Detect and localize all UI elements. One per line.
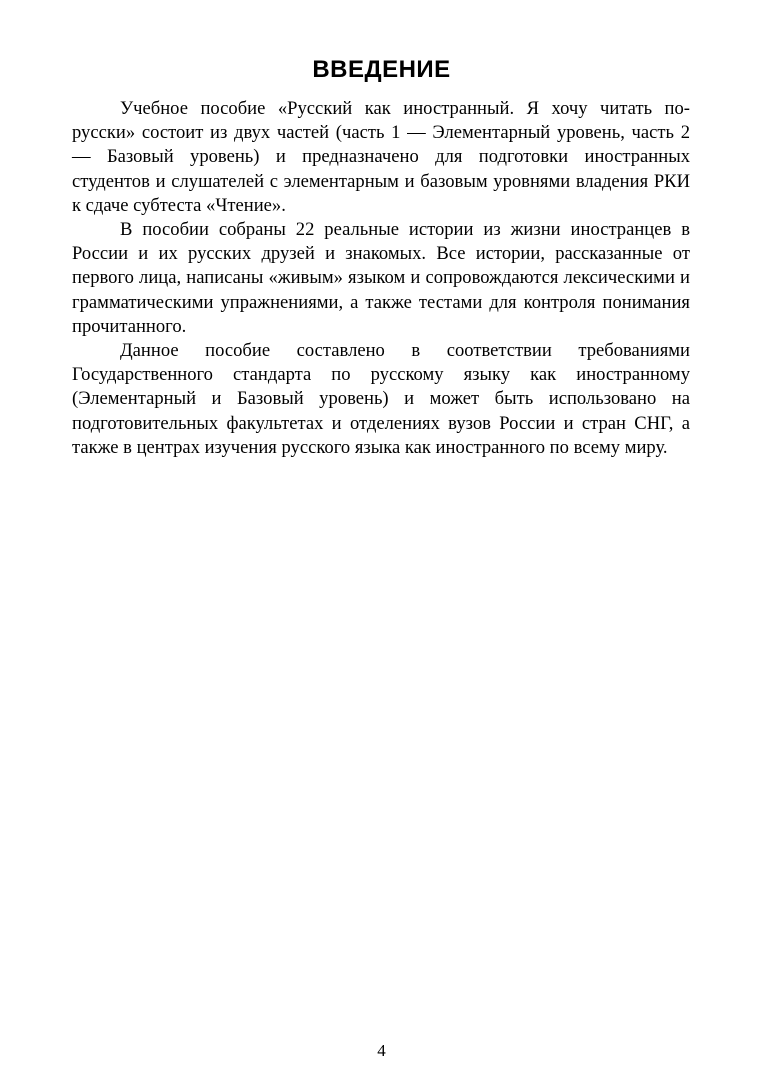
paragraph: Данное пособие составлено в соответствии требованиями Государственного стандарта по русскому языку как иностранному (Элементарный и Базовый уровень) и может быть использовано на подготовительных факультетах и отделениях вузов России и стран СНГ, а также в центрах изучения русского языка как иностранного по всему миру.	[72, 340, 690, 458]
body-text	[72, 97, 690, 460]
page-number: 4	[377, 1041, 386, 1060]
page-title: ВВЕДЕНИЕ	[312, 56, 451, 83]
paragraph: Учебное пособие «Русский как иностранный. Я хочу читать по-русски» состоит из двух частей (часть 1 — Элементарный уровень, часть 2 — Базовый уровень) и предназначено для подготовки иностранных студентов и слушателей с элементарным и базовым уровнями владения РКИ к сдаче субтеста «Чтение».	[72, 98, 690, 216]
paragraph: В пособии собраны 22 реальные истории из жизни иностранцев в России и их русских друзей и знакомых. Все истории, рассказанные от первого лица, написаны «живым» языком и сопровождаются лексическими и грамматическими упражнениями, а также тестами для контроля понимания прочитанного.	[72, 219, 690, 337]
